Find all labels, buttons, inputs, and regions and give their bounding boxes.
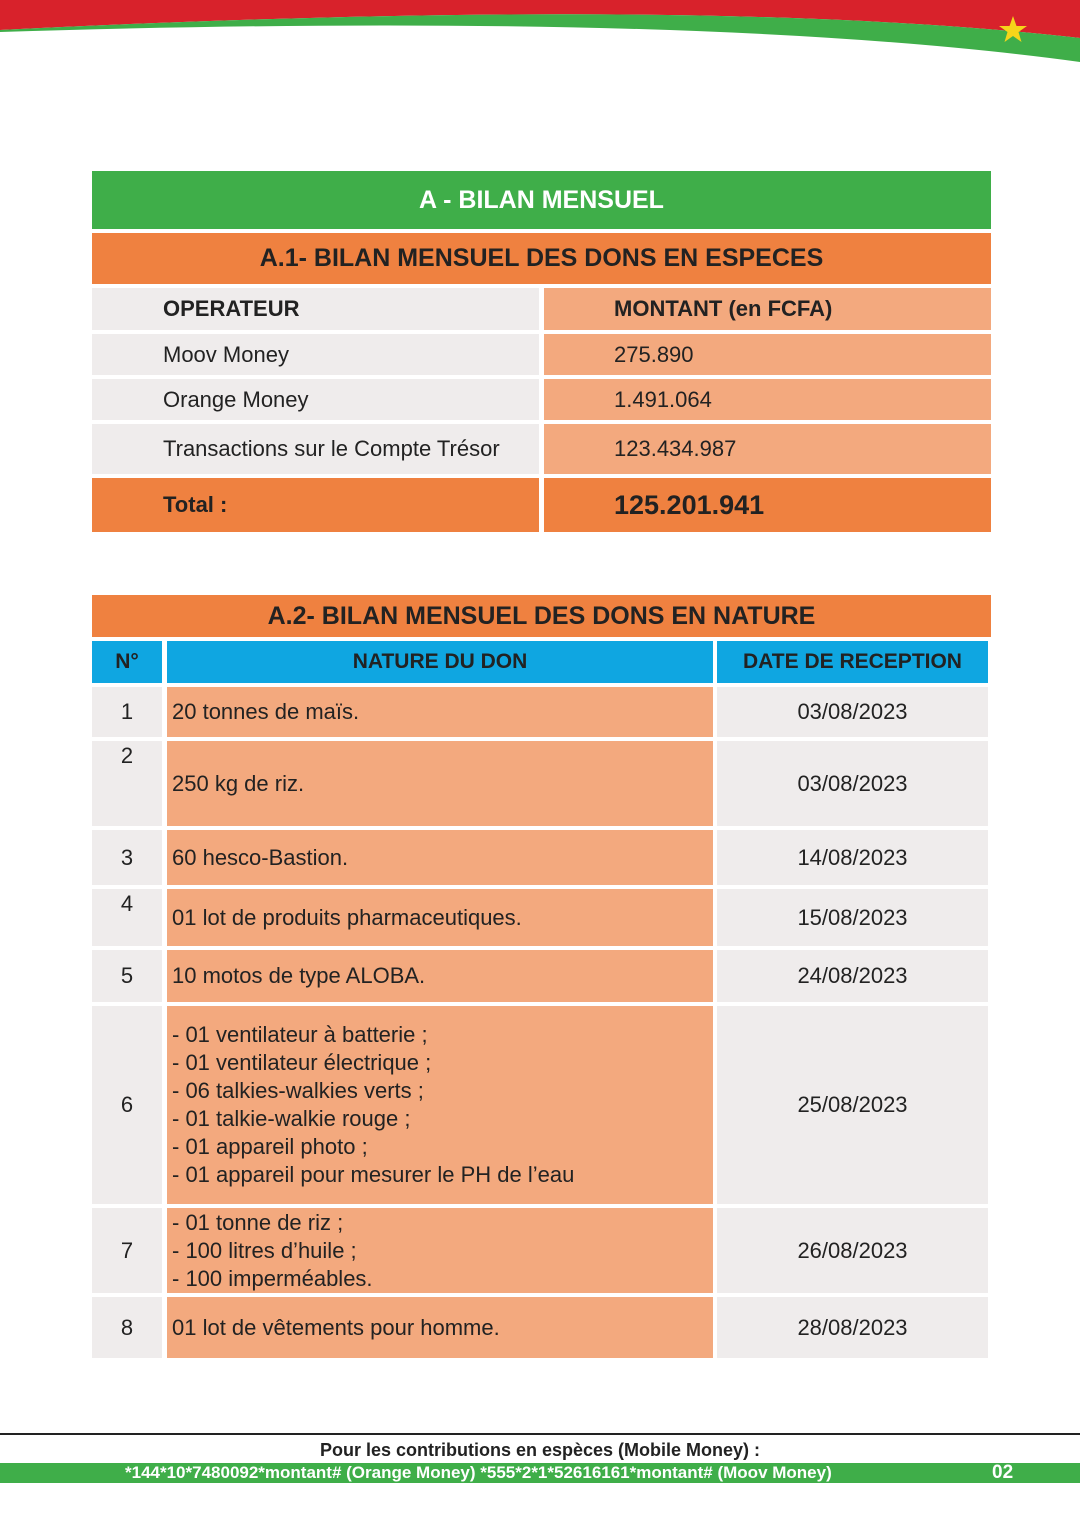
footer-contribution-text: Pour les contributions en espèces (Mobile Money) : — [319, 1440, 761, 1460]
row-number: 3 — [92, 830, 162, 885]
nature-line: 60 hesco-Bastion. — [172, 844, 349, 870]
nature-cell — [167, 889, 713, 946]
table-row — [92, 687, 991, 737]
operator-cell: Transactions sur le Compte Trésor — [92, 424, 539, 474]
date-cell: 28/08/2023 — [717, 1297, 988, 1358]
operator-header: OPERATEUR — [92, 288, 539, 330]
nature-line: 20 tonnes de maïs. — [172, 699, 360, 724]
date-header: DATE DE RECEPTION — [717, 641, 988, 683]
date-cell: 26/08/2023 — [717, 1208, 988, 1293]
number-header: N° — [92, 641, 162, 683]
table-row — [92, 741, 991, 826]
total-row — [92, 478, 991, 532]
footer-bar — [0, 1463, 1080, 1483]
table-row — [92, 1297, 991, 1358]
row-number: 4 — [92, 889, 162, 946]
date-cell: 03/08/2023 — [717, 741, 988, 826]
table-row — [92, 424, 991, 474]
footer-divider — [0, 1433, 1080, 1435]
nature-cell — [167, 1297, 713, 1358]
nature-header: NATURE DU DON — [167, 641, 713, 683]
row-number: 1 — [92, 687, 162, 737]
page-number: 02 — [992, 1462, 1014, 1483]
nature-line: - 01 ventilateur électrique ; — [172, 1050, 432, 1075]
table-row — [92, 950, 991, 1002]
mobile-money-codes: *144*10*7480092*montant# (Orange Money) *555*2*1*52616161*montant# (Moov Money) — [125, 1463, 832, 1482]
nature-line: - 01 talkie-walkie rouge ; — [172, 1106, 411, 1131]
date-cell: 24/08/2023 — [717, 950, 988, 1002]
total-label: Total : — [92, 478, 539, 532]
nature-cell — [167, 950, 713, 1002]
nature-line: - 01 tonne de riz ; — [172, 1209, 344, 1235]
operator-cell: Orange Money — [92, 379, 539, 420]
nature-cell — [167, 1006, 713, 1204]
nature-line: - 100 imperméables. — [172, 1265, 373, 1291]
date-cell: 03/08/2023 — [717, 687, 988, 737]
row-number: 8 — [92, 1297, 162, 1358]
nature-cell — [167, 1208, 713, 1293]
nature-line: 01 lot de vêtements pour homme. — [172, 1314, 500, 1340]
section-title: A - BILAN MENSUEL — [92, 171, 991, 229]
table-row — [92, 830, 991, 885]
nature-line: 10 motos de type ALOBA. — [172, 963, 426, 988]
nature-table-title: A.2- BILAN MENSUEL DES DONS EN NATURE — [92, 595, 991, 637]
table-row — [92, 889, 991, 946]
row-number: 6 — [92, 1006, 162, 1204]
flag-banner — [0, 0, 1080, 70]
row-number: 7 — [92, 1208, 162, 1293]
nature-donations-table — [92, 595, 991, 1358]
nature-line: 250 kg de riz. — [172, 770, 305, 796]
cash-table-title: A.1- BILAN MENSUEL DES DONS EN ESPECES — [92, 233, 991, 284]
date-cell: 14/08/2023 — [717, 830, 988, 885]
cash-header-row — [92, 288, 991, 330]
amount-cell: 275.890 — [544, 334, 991, 375]
date-cell: 25/08/2023 — [717, 1006, 988, 1204]
nature-cell — [167, 830, 713, 885]
nature-line: - 01 appareil photo ; — [172, 1134, 368, 1159]
row-number: 2 — [92, 741, 162, 826]
cash-donations-table — [92, 171, 991, 532]
nature-line: - 01 appareil pour mesurer le PH de l’eau — [172, 1162, 575, 1187]
nature-line: - 06 talkies-walkies verts ; — [172, 1078, 424, 1103]
total-amount: 125.201.941 — [544, 478, 991, 532]
table-row — [92, 1208, 991, 1293]
nature-cell — [167, 741, 713, 826]
nature-cell — [167, 687, 713, 737]
table-row — [92, 334, 991, 375]
date-cell: 15/08/2023 — [717, 889, 988, 946]
amount-cell: 123.434.987 — [544, 424, 991, 474]
nature-line: 01 lot de produits pharmaceutiques. — [172, 904, 522, 930]
nature-line: - 100 litres d’huile ; — [172, 1237, 357, 1263]
operator-cell: Moov Money — [92, 334, 539, 375]
row-number: 5 — [92, 950, 162, 1002]
table-row — [92, 379, 991, 420]
amount-header: MONTANT (en FCFA) — [544, 288, 991, 330]
amount-cell: 1.491.064 — [544, 379, 991, 420]
table-row — [92, 1006, 991, 1204]
nature-header-row — [92, 641, 991, 683]
nature-line: - 01 ventilateur à batterie ; — [172, 1022, 428, 1047]
